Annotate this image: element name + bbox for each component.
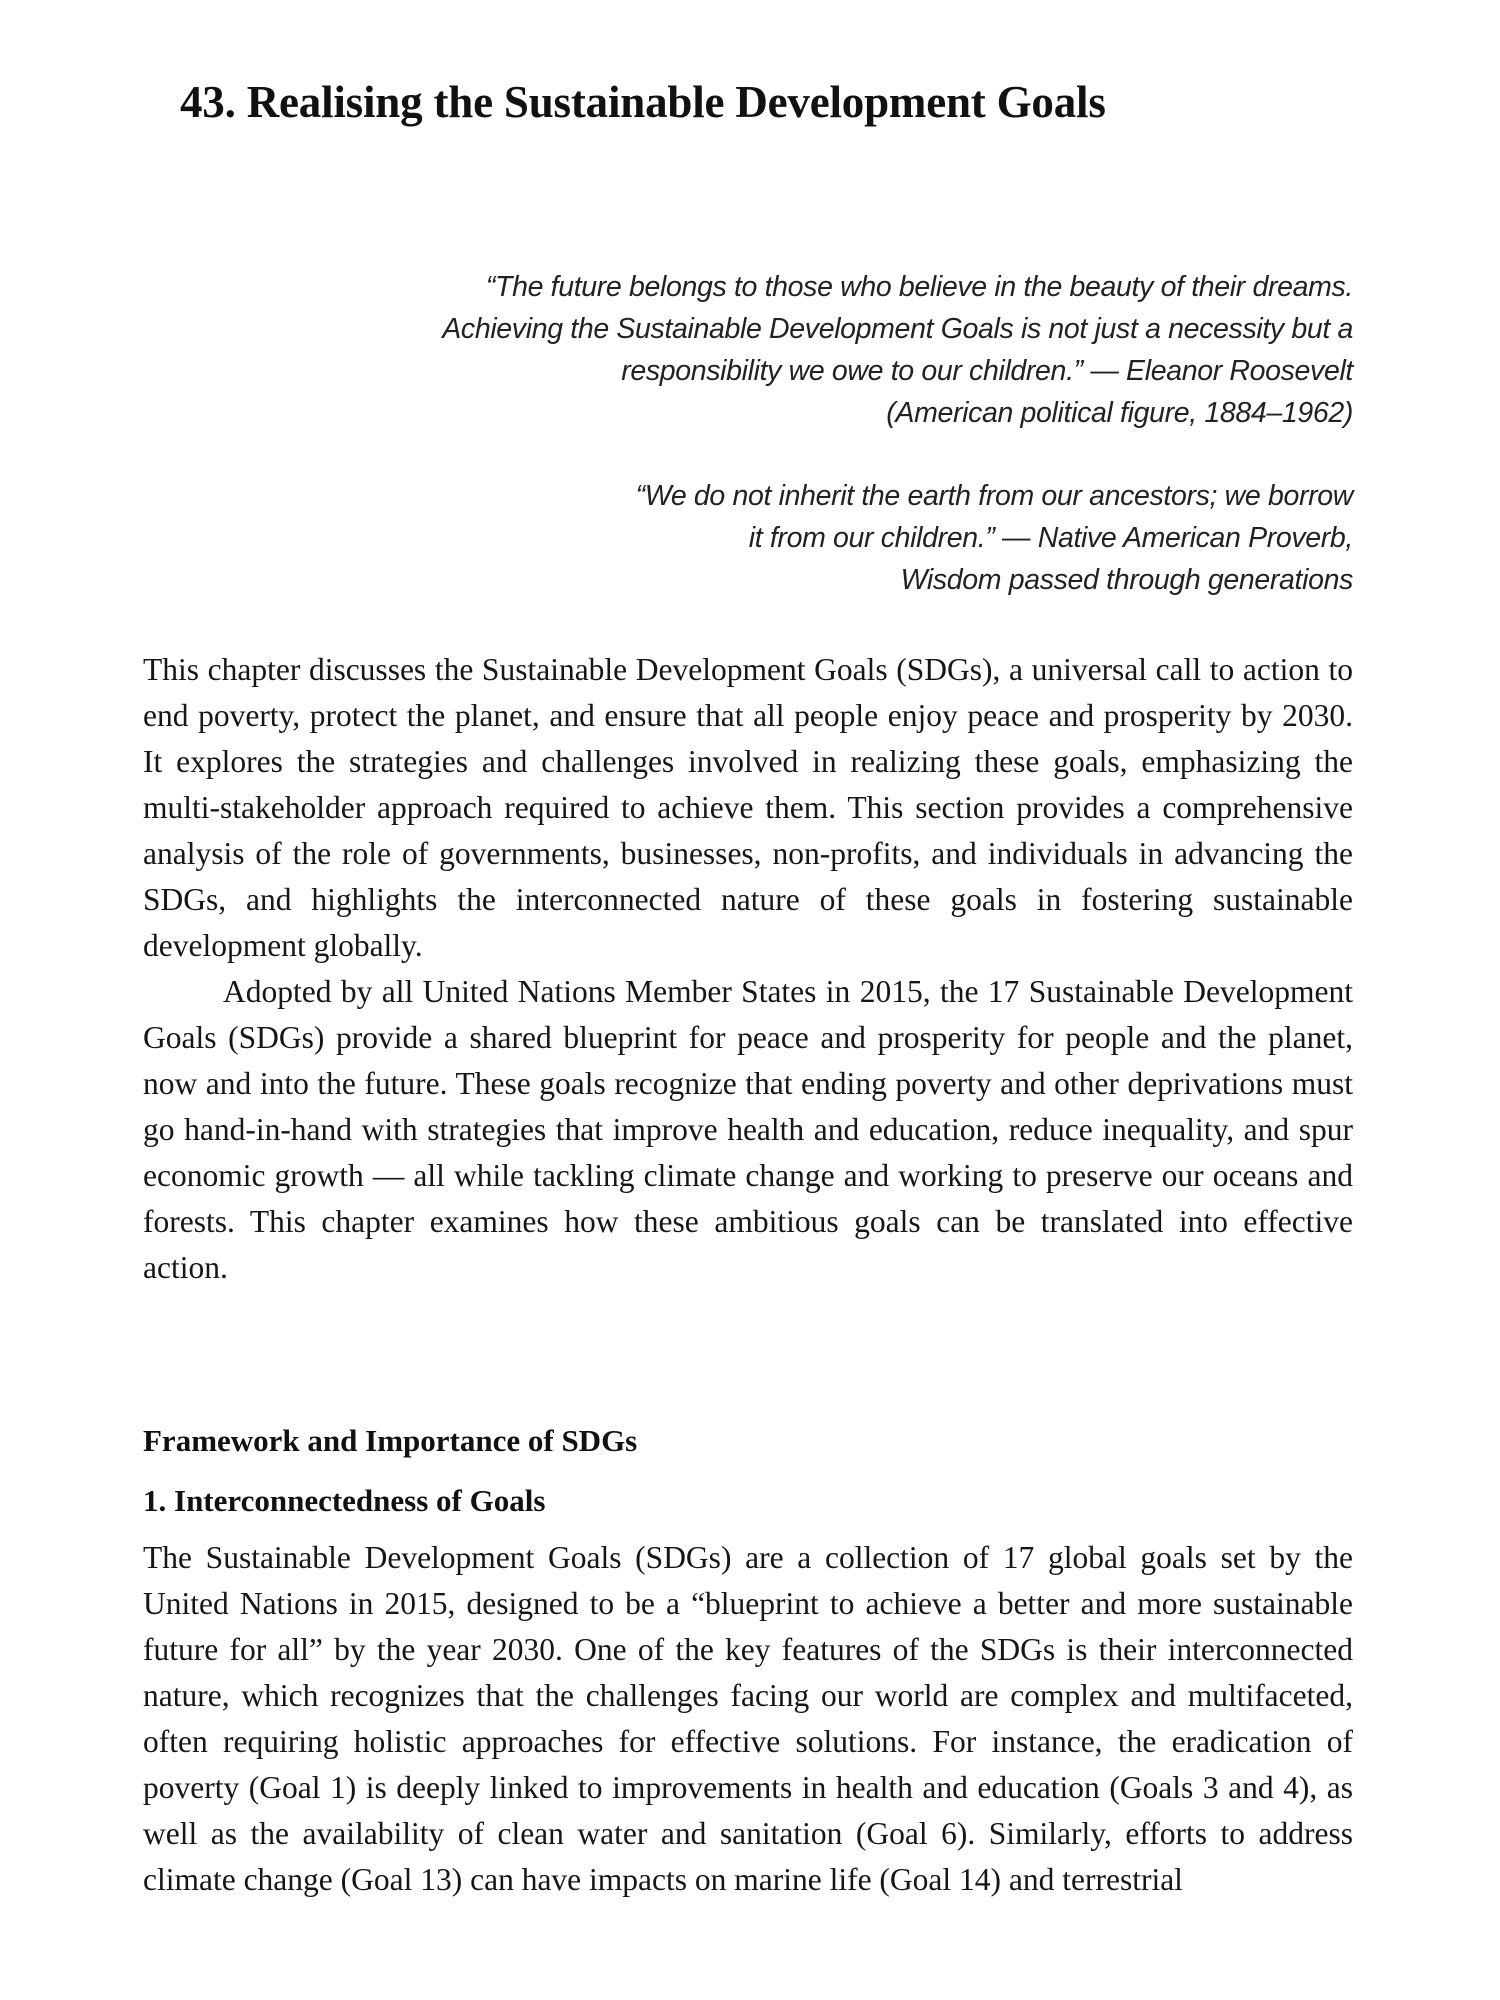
intro-paragraph: Adopted by all United Nations Member States in 2015, the 17 Sustainable Development Goals (SDGs) provide a shared blueprint for peace and prosperity for people and the planet, now and into the future. These goals recognize that ending poverty and other deprivations must go hand-in-hand with strategies that improve health and education, reduce inequality, and spur economic growth — all while tackling climate change and working to preserve our oceans and forests. This chapter examines how these ambitious goals can be translated into effective action. [143,974,1353,1285]
epigraph-attribution: Wisdom passed through generations [900,564,1353,596]
epigraph-line: it from our children.” — Native American Proverb, [748,522,1353,554]
interconnectedness-section [143,1535,1353,1903]
epigraph-attribution: (American political figure, 1884–1962) [886,397,1353,429]
epigraph-roosevelt [153,266,1353,434]
intro-section [143,647,1353,1291]
section-heading-framework: Framework and Importance of SDGs [143,1423,638,1458]
intro-paragraph: This chapter discusses the Sustainable Development Goals (SDGs), a universal call to action to end poverty, protect the planet, and ensure that all people enjoy peace and prosperity by 2030. It explores the strategies and challenges involved in realizing these goals, emphasizing the multi-stakeholder approach required to achieve them. This section provides a comprehensive analysis of the role of governments, businesses, non-profits, and individuals in advancing the SDGs, and highlights the interconnected nature of these goals in fostering sustainable development globally. [143,652,1353,963]
body-paragraph: The Sustainable Development Goals (SDGs) are a collection of 17 global goals set by the United Nations in 2015, designed to be a “blueprint to achieve a better and more sustainable future for all” by the year 2030. One of the key features of the SDGs is their interconnected nature, which recognizes that the challenges facing our world are complex and multifaceted, often requiring holistic approaches for effective solutions. For instance, the eradication of poverty (Goal 1) is deeply linked to improvements in health and education (Goals 3 and 4), as well as the availability of clean water and sanitation (Goal 6). Similarly, efforts to address climate change (Goal 13) can have impacts on marine life (Goal 14) and terrestrial [143,1540,1353,1897]
epigraph-line: responsibility we owe to our children.” — Eleanor Roosevelt [621,355,1353,387]
epigraph-line: “The future belongs to those who believe in the beauty of their dreams. [485,271,1353,303]
epigraph-proverb [353,475,1353,601]
epigraph-line: “We do not inherit the earth from our ancestors; we borrow [635,480,1353,512]
subsection-heading-interconnectedness: 1. Interconnectedness of Goals [143,1483,546,1518]
chapter-title: 43. Realising the Sustainable Development Goals [180,77,1106,127]
epigraph-line: Achieving the Sustainable Development Goals is not just a necessity but a [442,313,1353,345]
